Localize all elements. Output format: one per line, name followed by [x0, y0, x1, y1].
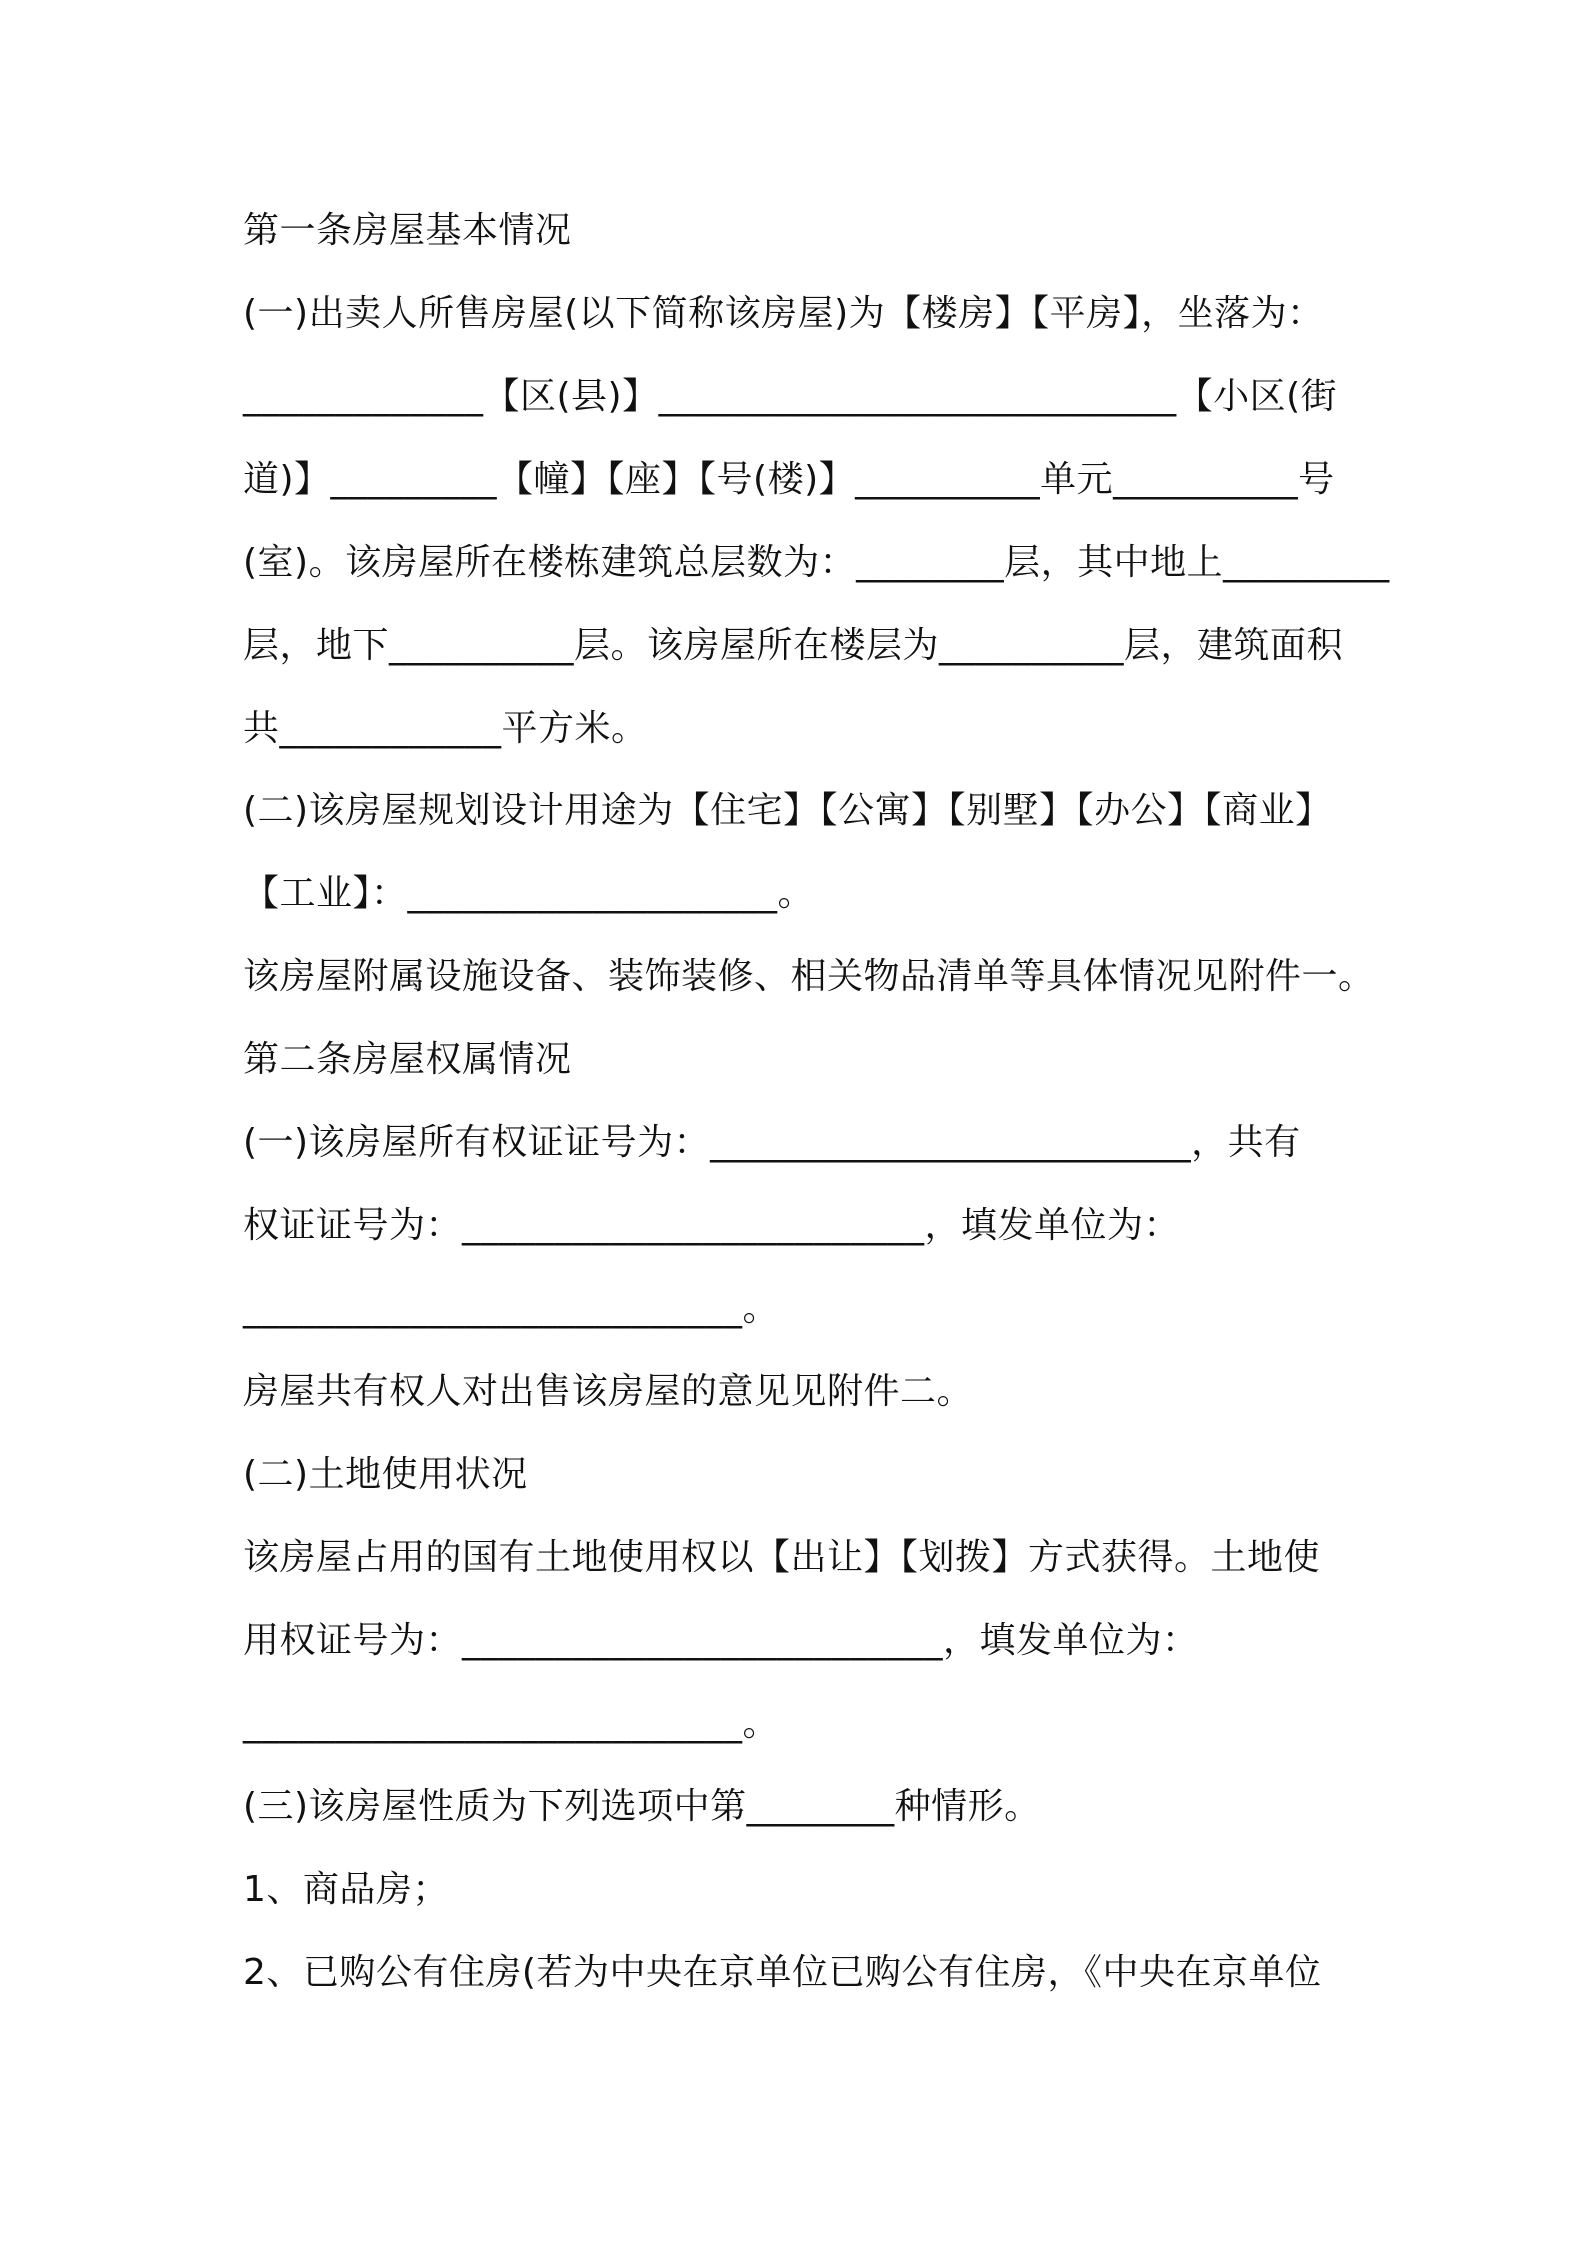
paragraph-line: (三)该房屋性质为下列选项中第________种情形。	[243, 1786, 1041, 1827]
paragraph-line: 共____________平方米。	[243, 708, 648, 749]
paragraph-line: 层，地下__________层。该房屋所在楼层为__________层，建筑面积	[243, 625, 1344, 666]
section-2-heading: 第二条房屋权属情况	[243, 1039, 572, 1080]
paragraph-line: 权证证号为：_________________________，填发单位为：	[243, 1205, 1181, 1246]
paragraph-line: 房屋共有权人对出售该房屋的意见见附件二。	[243, 1371, 974, 1412]
subsection-heading: (二)土地使用状况	[243, 1454, 528, 1495]
list-item: 2、已购公有住房(若为中央在京单位已购公有住房，《中央在京单位	[243, 1952, 1322, 1993]
list-item: 1、商品房；	[243, 1869, 449, 1910]
paragraph-line: 该房屋占用的国有土地使用权以【出让】【划拨】方式获得。土地使	[243, 1537, 1321, 1578]
paragraph-line: (一)出卖人所售房屋(以下简称该房屋)为【楼房】【平房】，坐落为：	[243, 293, 1324, 334]
paragraph-line: 道)】_________【幢】【座】【号(楼)】__________单元__________号	[243, 459, 1335, 500]
paragraph-line: ___________________________。	[243, 1703, 779, 1744]
paragraph-line: _____________【区(县)】____________________________【小区(街	[243, 376, 1338, 417]
paragraph-line: 该房屋附属设施设备、装饰装修、相关物品清单等具体情况见附件一。	[243, 956, 1375, 997]
section-1-heading: 第一条房屋基本情况	[243, 210, 572, 251]
paragraph-line: (一)该房屋所有权证证号为：__________________________，共有	[243, 1122, 1301, 1163]
paragraph-line: 【工业】：____________________。	[243, 873, 815, 914]
paragraph-line: (室)。该房屋所在楼栋建筑总层数为：________层，其中地上_________	[243, 542, 1390, 583]
paragraph-line: (二)该房屋规划设计用途为【住宅】【公寓】【别墅】【办公】【商业】	[243, 790, 1332, 831]
paragraph-line: ___________________________。	[243, 1288, 779, 1329]
paragraph-line: 用权证号为：__________________________，填发单位为：	[243, 1620, 1199, 1661]
